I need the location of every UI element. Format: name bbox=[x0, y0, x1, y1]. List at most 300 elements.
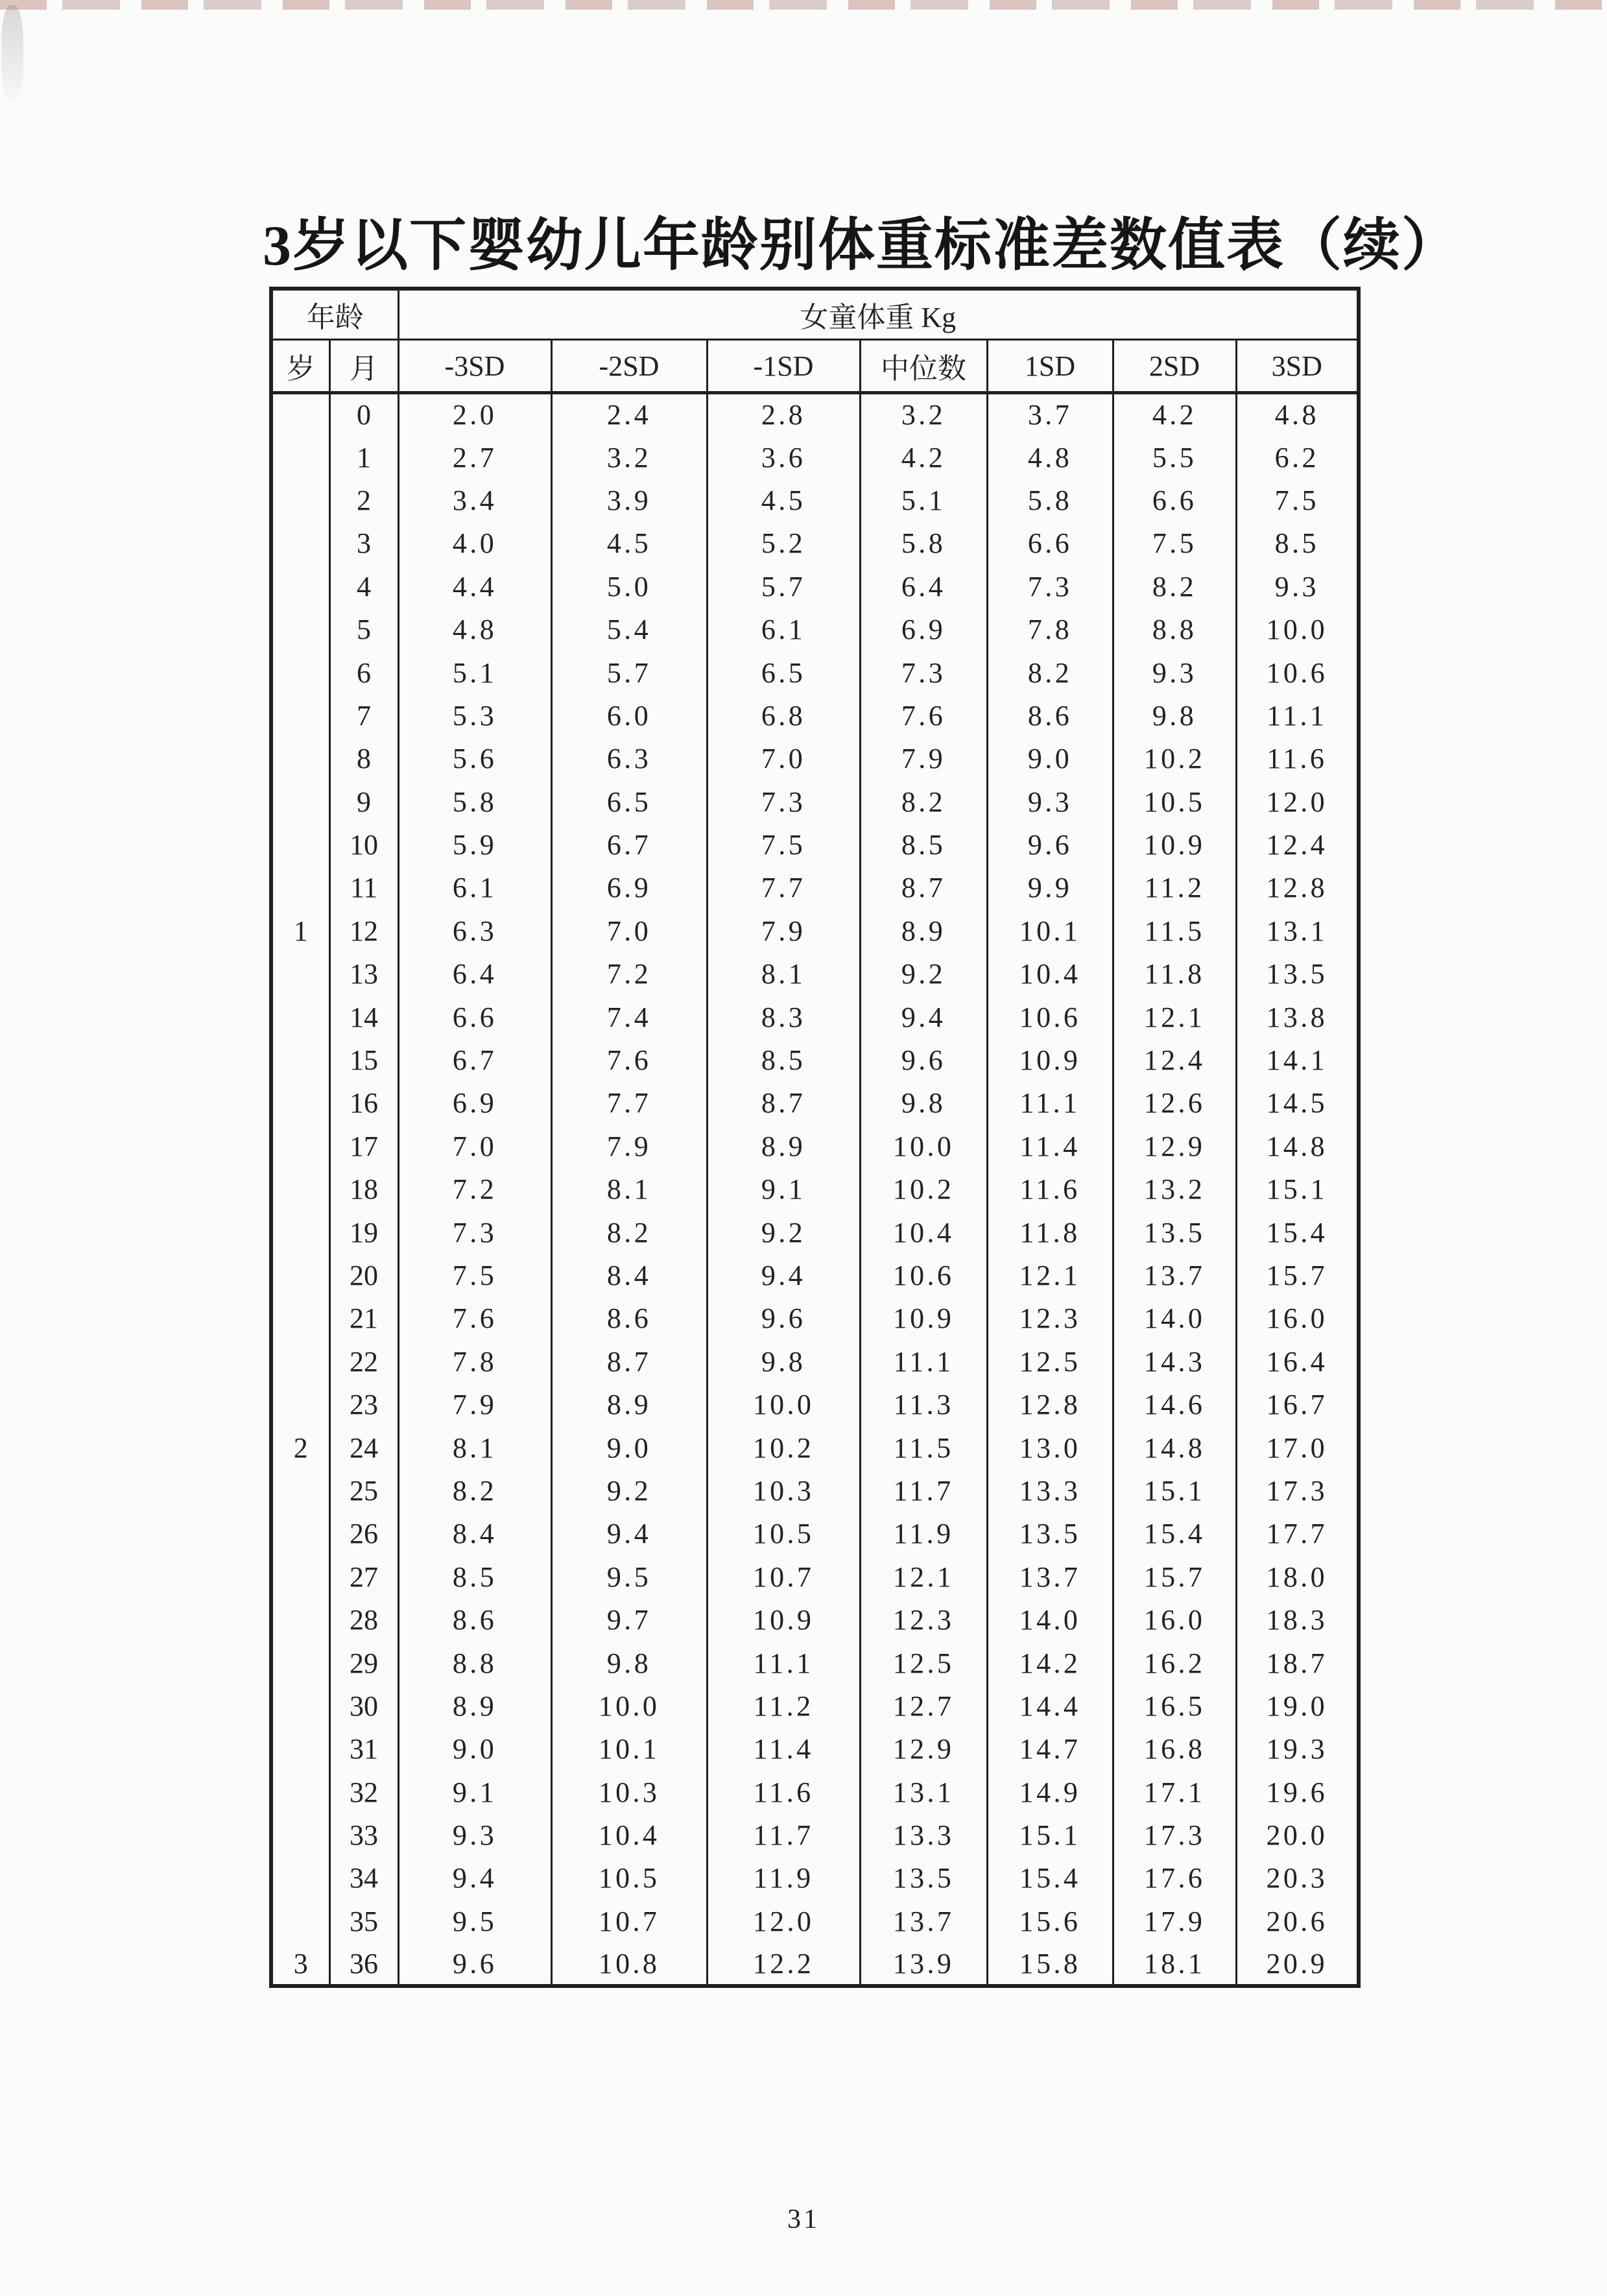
value-cell: 10.0 bbox=[707, 1383, 860, 1426]
value-cell: 3.2 bbox=[860, 393, 987, 436]
value-cell: 10.4 bbox=[551, 1813, 707, 1856]
value-cell: 10.4 bbox=[860, 1211, 987, 1254]
value-cell: 9.3 bbox=[987, 780, 1113, 823]
month-cell: 12 bbox=[329, 909, 398, 952]
table-row bbox=[271, 1513, 1359, 1555]
value-cell: 12.8 bbox=[1236, 867, 1359, 909]
value-cell: 13.1 bbox=[1236, 909, 1359, 952]
value-cell: 13.5 bbox=[987, 1513, 1113, 1555]
table-row bbox=[271, 867, 1359, 909]
value-cell: 9.8 bbox=[707, 1340, 860, 1383]
month-cell: 26 bbox=[329, 1513, 398, 1555]
month-cell: 29 bbox=[329, 1642, 398, 1684]
value-cell: 8.2 bbox=[398, 1469, 551, 1512]
value-cell: 8.6 bbox=[987, 694, 1113, 737]
years-cell bbox=[271, 608, 329, 651]
value-cell: 5.1 bbox=[860, 479, 987, 521]
years-cell: 3 bbox=[271, 1943, 329, 1986]
value-cell: 12.5 bbox=[987, 1340, 1113, 1383]
years-cell bbox=[271, 1340, 329, 1383]
value-cell: 8.2 bbox=[860, 780, 987, 823]
years-cell bbox=[271, 953, 329, 996]
value-cell: 14.2 bbox=[987, 1642, 1113, 1684]
value-cell: 8.3 bbox=[707, 996, 860, 1038]
table-row bbox=[271, 953, 1359, 996]
table-row bbox=[271, 1598, 1359, 1641]
value-cell: 8.9 bbox=[707, 1125, 860, 1167]
table-row bbox=[271, 1900, 1359, 1943]
value-cell: 15.8 bbox=[987, 1943, 1113, 1986]
value-cell: 12.1 bbox=[1113, 996, 1236, 1038]
value-cell: 12.1 bbox=[860, 1555, 987, 1598]
value-cell: 7.6 bbox=[860, 694, 987, 737]
value-cell: 8.2 bbox=[987, 651, 1113, 694]
value-cell: 13.5 bbox=[860, 1857, 987, 1900]
value-cell: 13.3 bbox=[987, 1469, 1113, 1512]
value-cell: 11.7 bbox=[707, 1813, 860, 1856]
value-cell: 16.2 bbox=[1113, 1642, 1236, 1684]
value-cell: 16.7 bbox=[1236, 1383, 1359, 1426]
years-cell bbox=[271, 823, 329, 866]
value-cell: 15.1 bbox=[1236, 1168, 1359, 1211]
value-cell: 4.0 bbox=[398, 522, 551, 565]
value-cell: 14.9 bbox=[987, 1771, 1113, 1813]
value-cell: 17.6 bbox=[1113, 1857, 1236, 1900]
value-cell: 18.3 bbox=[1236, 1598, 1359, 1641]
value-cell: 5.6 bbox=[398, 737, 551, 780]
value-cell: 11.9 bbox=[707, 1857, 860, 1900]
table-row bbox=[271, 436, 1359, 479]
value-cell: 6.3 bbox=[551, 737, 707, 780]
month-cell: 6 bbox=[329, 651, 398, 694]
value-cell: 14.7 bbox=[987, 1728, 1113, 1771]
value-cell: 16.5 bbox=[1113, 1684, 1236, 1727]
value-cell: 10.1 bbox=[551, 1728, 707, 1771]
years-cell bbox=[271, 780, 329, 823]
value-cell: 13.9 bbox=[860, 1943, 987, 1986]
value-cell: 10.0 bbox=[1236, 608, 1359, 651]
value-cell: 9.4 bbox=[860, 996, 987, 1038]
value-cell: 11.1 bbox=[987, 1082, 1113, 1125]
value-cell: 9.4 bbox=[551, 1513, 707, 1555]
value-cell: 14.0 bbox=[1113, 1297, 1236, 1340]
value-cell: 7.8 bbox=[398, 1340, 551, 1383]
month-cell: 27 bbox=[329, 1555, 398, 1598]
value-cell: 20.9 bbox=[1236, 1943, 1359, 1986]
years-cell bbox=[271, 1642, 329, 1684]
value-cell: 12.4 bbox=[1113, 1038, 1236, 1081]
value-cell: 6.6 bbox=[987, 522, 1113, 565]
scan-artifact-smudge bbox=[1, 5, 23, 102]
value-cell: 5.0 bbox=[551, 565, 707, 608]
value-cell: 4.8 bbox=[1236, 393, 1359, 436]
years-cell bbox=[271, 996, 329, 1038]
value-cell: 2.7 bbox=[398, 436, 551, 479]
value-cell: 7.9 bbox=[707, 909, 860, 952]
value-cell: 14.6 bbox=[1113, 1383, 1236, 1426]
value-cell: 9.1 bbox=[398, 1771, 551, 1813]
table-body bbox=[271, 393, 1359, 1986]
years-cell bbox=[271, 479, 329, 521]
value-cell: 7.4 bbox=[551, 996, 707, 1038]
value-cell: 6.6 bbox=[398, 996, 551, 1038]
value-cell: 7.9 bbox=[860, 737, 987, 780]
value-cell: 14.0 bbox=[987, 1598, 1113, 1641]
months-column-header: 月 bbox=[329, 340, 398, 393]
month-cell: 16 bbox=[329, 1082, 398, 1125]
value-cell: 11.4 bbox=[987, 1125, 1113, 1167]
value-cell: 15.1 bbox=[1113, 1469, 1236, 1512]
value-cell: 9.0 bbox=[987, 737, 1113, 780]
value-cell: 7.8 bbox=[987, 608, 1113, 651]
value-cell: 17.9 bbox=[1113, 1900, 1236, 1943]
value-cell: 10.5 bbox=[707, 1513, 860, 1555]
month-cell: 20 bbox=[329, 1254, 398, 1297]
value-cell: 8.5 bbox=[398, 1555, 551, 1598]
value-cell: 15.4 bbox=[1236, 1211, 1359, 1254]
years-cell bbox=[271, 1469, 329, 1512]
value-cell: 4.4 bbox=[398, 565, 551, 608]
value-cell: 9.3 bbox=[1236, 565, 1359, 608]
value-cell: 7.2 bbox=[551, 953, 707, 996]
value-cell: 8.8 bbox=[398, 1642, 551, 1684]
value-cell: 17.3 bbox=[1236, 1469, 1359, 1512]
value-cell: 20.6 bbox=[1236, 1900, 1359, 1943]
value-cell: 12.1 bbox=[987, 1254, 1113, 1297]
value-cell: 12.4 bbox=[1236, 823, 1359, 866]
value-cell: 7.9 bbox=[551, 1125, 707, 1167]
value-cell: 7.9 bbox=[398, 1383, 551, 1426]
value-cell: 6.8 bbox=[707, 694, 860, 737]
table-row bbox=[271, 1383, 1359, 1426]
value-cell: 8.6 bbox=[398, 1598, 551, 1641]
value-cell: 7.0 bbox=[707, 737, 860, 780]
month-cell: 13 bbox=[329, 953, 398, 996]
value-cell: 17.0 bbox=[1236, 1426, 1359, 1469]
value-cell: 18.7 bbox=[1236, 1642, 1359, 1684]
value-cell: 10.7 bbox=[707, 1555, 860, 1598]
page-number: 31 bbox=[787, 2205, 820, 2234]
month-cell: 17 bbox=[329, 1125, 398, 1167]
weight-table bbox=[269, 287, 1361, 1988]
value-cell: 10.9 bbox=[707, 1598, 860, 1641]
value-cell: 8.7 bbox=[551, 1340, 707, 1383]
scan-artifact-top bbox=[0, 0, 1607, 10]
years-cell bbox=[271, 1168, 329, 1211]
value-cell: 9.6 bbox=[987, 823, 1113, 866]
value-cell: 10.5 bbox=[1113, 780, 1236, 823]
value-cell: 6.2 bbox=[1236, 436, 1359, 479]
sd-column-header-plus3: 3SD bbox=[1236, 340, 1359, 393]
value-cell: 13.2 bbox=[1113, 1168, 1236, 1211]
value-cell: 8.5 bbox=[707, 1038, 860, 1081]
value-cell: 9.2 bbox=[860, 953, 987, 996]
value-cell: 5.7 bbox=[551, 651, 707, 694]
value-cell: 12.9 bbox=[860, 1728, 987, 1771]
years-cell bbox=[271, 1297, 329, 1340]
month-cell: 18 bbox=[329, 1168, 398, 1211]
value-cell: 7.3 bbox=[707, 780, 860, 823]
month-cell: 7 bbox=[329, 694, 398, 737]
table-row bbox=[271, 1813, 1359, 1856]
value-cell: 19.3 bbox=[1236, 1728, 1359, 1771]
sd-column-header-plus1: 1SD bbox=[987, 340, 1113, 393]
value-cell: 15.1 bbox=[987, 1813, 1113, 1856]
value-cell: 9.6 bbox=[860, 1038, 987, 1081]
value-cell: 11.8 bbox=[1113, 953, 1236, 996]
month-cell: 23 bbox=[329, 1383, 398, 1426]
value-cell: 16.0 bbox=[1113, 1598, 1236, 1641]
value-cell: 8.6 bbox=[551, 1297, 707, 1340]
table-row bbox=[271, 737, 1359, 780]
value-cell: 6.6 bbox=[1113, 479, 1236, 521]
value-cell: 8.1 bbox=[707, 953, 860, 996]
table-row bbox=[271, 1125, 1359, 1167]
years-cell bbox=[271, 1125, 329, 1167]
value-cell: 7.2 bbox=[398, 1168, 551, 1211]
sd-column-header-minus3: -3SD bbox=[398, 340, 551, 393]
years-cell bbox=[271, 565, 329, 608]
value-cell: 9.8 bbox=[1113, 694, 1236, 737]
table-row bbox=[271, 909, 1359, 952]
value-cell: 3.2 bbox=[551, 436, 707, 479]
table-row bbox=[271, 1684, 1359, 1727]
value-cell: 9.7 bbox=[551, 1598, 707, 1641]
value-cell: 13.0 bbox=[987, 1426, 1113, 1469]
value-cell: 12.8 bbox=[987, 1383, 1113, 1426]
value-cell: 17.7 bbox=[1236, 1513, 1359, 1555]
value-cell: 20.0 bbox=[1236, 1813, 1359, 1856]
month-cell: 8 bbox=[329, 737, 398, 780]
table-row bbox=[271, 780, 1359, 823]
value-cell: 8.5 bbox=[1236, 522, 1359, 565]
value-cell: 15.6 bbox=[987, 1900, 1113, 1943]
value-cell: 7.3 bbox=[398, 1211, 551, 1254]
table-row bbox=[271, 996, 1359, 1038]
value-cell: 9.6 bbox=[707, 1297, 860, 1340]
value-cell: 5.9 bbox=[398, 823, 551, 866]
value-cell: 10.9 bbox=[860, 1297, 987, 1340]
years-cell bbox=[271, 1513, 329, 1555]
value-cell: 10.5 bbox=[551, 1857, 707, 1900]
value-cell: 6.5 bbox=[707, 651, 860, 694]
value-cell: 12.0 bbox=[1236, 780, 1359, 823]
value-cell: 9.0 bbox=[398, 1728, 551, 1771]
value-cell: 7.5 bbox=[1236, 479, 1359, 521]
value-cell: 4.8 bbox=[398, 608, 551, 651]
value-cell: 11.1 bbox=[860, 1340, 987, 1383]
value-cell: 7.0 bbox=[551, 909, 707, 952]
table-row bbox=[271, 1857, 1359, 1900]
value-cell: 16.4 bbox=[1236, 1340, 1359, 1383]
value-cell: 8.4 bbox=[398, 1513, 551, 1555]
month-cell: 11 bbox=[329, 867, 398, 909]
years-cell bbox=[271, 1211, 329, 1254]
years-column-header: 岁 bbox=[271, 340, 329, 393]
value-cell: 6.3 bbox=[398, 909, 551, 952]
years-cell bbox=[271, 1038, 329, 1081]
table-row bbox=[271, 522, 1359, 565]
month-cell: 31 bbox=[329, 1728, 398, 1771]
value-cell: 10.6 bbox=[860, 1254, 987, 1297]
value-cell: 12.7 bbox=[860, 1684, 987, 1727]
value-cell: 8.1 bbox=[398, 1426, 551, 1469]
value-cell: 12.5 bbox=[860, 1642, 987, 1684]
month-cell: 21 bbox=[329, 1297, 398, 1340]
years-cell bbox=[271, 1598, 329, 1641]
value-cell: 6.4 bbox=[398, 953, 551, 996]
value-cell: 15.7 bbox=[1113, 1555, 1236, 1598]
years-cell bbox=[271, 522, 329, 565]
value-cell: 11.6 bbox=[1236, 737, 1359, 780]
value-cell: 7.3 bbox=[987, 565, 1113, 608]
month-cell: 5 bbox=[329, 608, 398, 651]
value-cell: 3.4 bbox=[398, 479, 551, 521]
value-cell: 17.1 bbox=[1113, 1771, 1236, 1813]
years-cell: 2 bbox=[271, 1426, 329, 1469]
years-cell bbox=[271, 867, 329, 909]
value-cell: 9.3 bbox=[398, 1813, 551, 1856]
years-cell bbox=[271, 1813, 329, 1856]
years-cell bbox=[271, 1857, 329, 1900]
value-cell: 11.7 bbox=[860, 1469, 987, 1512]
month-cell: 34 bbox=[329, 1857, 398, 1900]
value-cell: 6.9 bbox=[860, 608, 987, 651]
table-row bbox=[271, 1340, 1359, 1383]
value-cell: 15.4 bbox=[1113, 1513, 1236, 1555]
value-cell: 5.5 bbox=[1113, 436, 1236, 479]
month-cell: 19 bbox=[329, 1211, 398, 1254]
value-cell: 10.0 bbox=[551, 1684, 707, 1727]
month-cell: 22 bbox=[329, 1340, 398, 1383]
years-cell bbox=[271, 1900, 329, 1943]
month-cell: 10 bbox=[329, 823, 398, 866]
value-cell: 4.5 bbox=[707, 479, 860, 521]
value-cell: 11.2 bbox=[1113, 867, 1236, 909]
value-cell: 9.8 bbox=[860, 1082, 987, 1125]
value-cell: 18.0 bbox=[1236, 1555, 1359, 1598]
value-cell: 10.8 bbox=[551, 1943, 707, 1986]
value-cell: 7.5 bbox=[1113, 522, 1236, 565]
value-cell: 8.9 bbox=[551, 1383, 707, 1426]
value-cell: 5.8 bbox=[987, 479, 1113, 521]
value-cell: 12.3 bbox=[987, 1297, 1113, 1340]
table-row bbox=[271, 1771, 1359, 1813]
value-cell: 7.6 bbox=[551, 1038, 707, 1081]
table-row bbox=[271, 1038, 1359, 1081]
value-cell: 9.4 bbox=[398, 1857, 551, 1900]
table-row bbox=[271, 1426, 1359, 1469]
value-cell: 8.5 bbox=[860, 823, 987, 866]
years-cell bbox=[271, 737, 329, 780]
value-cell: 5.1 bbox=[398, 651, 551, 694]
value-cell: 13.1 bbox=[860, 1771, 987, 1813]
value-cell: 6.1 bbox=[707, 608, 860, 651]
value-cell: 9.1 bbox=[707, 1168, 860, 1211]
value-cell: 10.6 bbox=[1236, 651, 1359, 694]
value-cell: 9.2 bbox=[707, 1211, 860, 1254]
table-row bbox=[271, 479, 1359, 521]
value-cell: 4.8 bbox=[987, 436, 1113, 479]
value-cell: 12.2 bbox=[707, 1943, 860, 1986]
value-cell: 16.0 bbox=[1236, 1297, 1359, 1340]
value-cell: 6.9 bbox=[551, 867, 707, 909]
value-cell: 10.6 bbox=[987, 996, 1113, 1038]
value-cell: 14.1 bbox=[1236, 1038, 1359, 1081]
value-cell: 4.5 bbox=[551, 522, 707, 565]
value-cell: 17.3 bbox=[1113, 1813, 1236, 1856]
value-cell: 14.4 bbox=[987, 1684, 1113, 1727]
table-row bbox=[271, 1728, 1359, 1771]
value-cell: 9.9 bbox=[987, 867, 1113, 909]
month-cell: 33 bbox=[329, 1813, 398, 1856]
table-row bbox=[271, 1642, 1359, 1684]
value-cell: 8.8 bbox=[1113, 608, 1236, 651]
value-cell: 8.2 bbox=[1113, 565, 1236, 608]
value-cell: 8.9 bbox=[860, 909, 987, 952]
table-row bbox=[271, 565, 1359, 608]
value-cell: 3.6 bbox=[707, 436, 860, 479]
years-cell bbox=[271, 1555, 329, 1598]
month-cell: 14 bbox=[329, 996, 398, 1038]
value-cell: 3.7 bbox=[987, 393, 1113, 436]
years-cell bbox=[271, 1684, 329, 1727]
value-cell: 6.1 bbox=[398, 867, 551, 909]
value-cell: 9.6 bbox=[398, 1943, 551, 1986]
value-cell: 10.2 bbox=[1113, 737, 1236, 780]
header-row-groups bbox=[271, 289, 1359, 340]
value-cell: 8.2 bbox=[551, 1211, 707, 1254]
value-cell: 8.1 bbox=[551, 1168, 707, 1211]
value-cell: 11.6 bbox=[987, 1168, 1113, 1211]
value-cell: 8.9 bbox=[398, 1684, 551, 1727]
value-cell: 5.8 bbox=[860, 522, 987, 565]
years-cell bbox=[271, 436, 329, 479]
years-cell bbox=[271, 694, 329, 737]
value-cell: 9.2 bbox=[551, 1469, 707, 1512]
value-cell: 10.3 bbox=[551, 1771, 707, 1813]
value-cell: 11.3 bbox=[860, 1383, 987, 1426]
value-cell: 11.9 bbox=[860, 1513, 987, 1555]
table-row bbox=[271, 651, 1359, 694]
value-cell: 16.8 bbox=[1113, 1728, 1236, 1771]
value-cell: 13.8 bbox=[1236, 996, 1359, 1038]
table-row bbox=[271, 1082, 1359, 1125]
value-cell: 10.4 bbox=[987, 953, 1113, 996]
header-row-columns bbox=[271, 340, 1359, 393]
month-cell: 32 bbox=[329, 1771, 398, 1813]
month-cell: 1 bbox=[329, 436, 398, 479]
table-row bbox=[271, 1297, 1359, 1340]
value-cell: 5.8 bbox=[398, 780, 551, 823]
value-cell: 5.4 bbox=[551, 608, 707, 651]
month-cell: 15 bbox=[329, 1038, 398, 1081]
table-row bbox=[271, 1168, 1359, 1211]
value-cell: 4.2 bbox=[860, 436, 987, 479]
value-cell: 7.5 bbox=[707, 823, 860, 866]
value-cell: 5.2 bbox=[707, 522, 860, 565]
month-cell: 30 bbox=[329, 1684, 398, 1727]
month-cell: 25 bbox=[329, 1469, 398, 1512]
value-cell: 3.9 bbox=[551, 479, 707, 521]
value-cell: 14.8 bbox=[1113, 1426, 1236, 1469]
value-cell: 15.7 bbox=[1236, 1254, 1359, 1297]
table-row bbox=[271, 608, 1359, 651]
value-cell: 5.3 bbox=[398, 694, 551, 737]
value-cell: 10.1 bbox=[987, 909, 1113, 952]
value-cell: 9.8 bbox=[551, 1642, 707, 1684]
value-cell: 11.1 bbox=[707, 1642, 860, 1684]
